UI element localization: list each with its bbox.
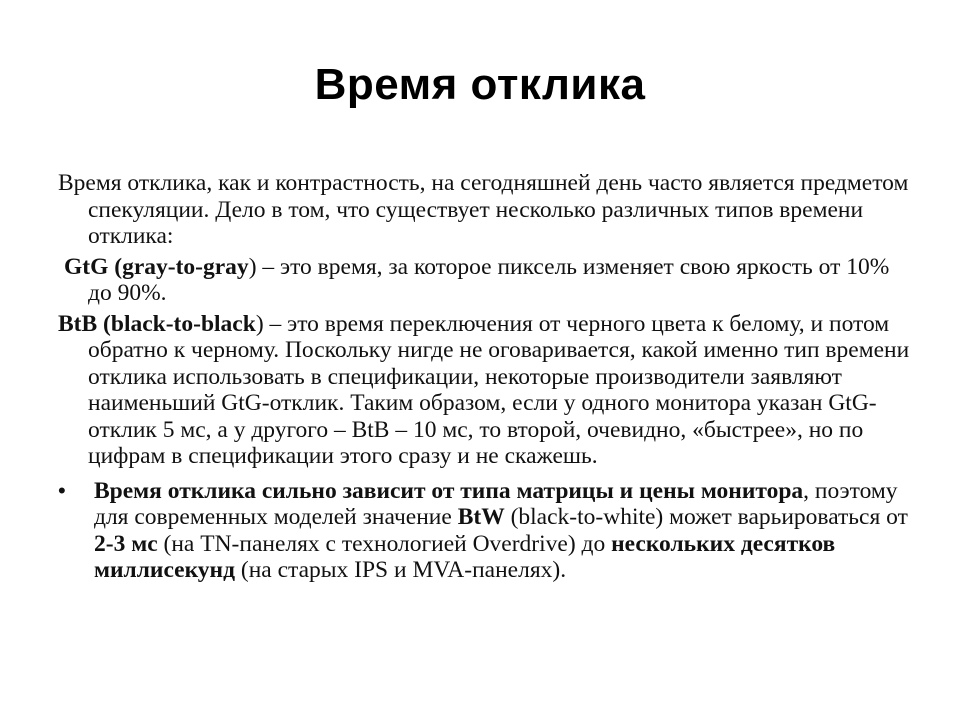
btb-definition: – это время переключения от черного цвета к белому, и потом обратно к черному. Поскольку нигде не оговаривается, какой именно тип времени отклика использовать в спецификации, некоторые производители заявляют наименьший GtG-отклик. Таким образом, если у одного монитора указан GtG-отклик 5 мс, а у другого – BtB – 10 мс, то второй, очевидно, «быстрее», но по цифрам в спецификации этого сразу и не скажешь. [88, 310, 910, 469]
bullet-bold-1: Время отклика сильно зависит от типа матрицы и цены монитора [94, 477, 804, 504]
bullet-item [58, 478, 918, 584]
gtg-paragraph [58, 254, 918, 307]
bullet-text-1: , поэтому для современных моделей значение [94, 477, 898, 530]
slide-body [58, 170, 918, 584]
gtg-definition: – это время, за которое пиксель изменяет свою яркость от 10% до 90%. [88, 253, 890, 306]
intro-text: Время отклика, как и контрастность, на сегодняшней день часто является предметом спекуляции. Дело в том, что существует несколько различных типов времени отклика: [58, 170, 909, 249]
bullet-text [94, 478, 908, 584]
bullet-text-3: (на TN-панелях с технологией Overdrive) до [157, 530, 612, 557]
btb-paragraph [58, 311, 918, 470]
bullet-text-2: (black-to-white) может варьироваться от [504, 504, 908, 530]
gtg-close-paren: ) [248, 253, 257, 280]
btb-term: BtB (black-to-black [58, 310, 256, 337]
intro-paragraph [58, 170, 918, 250]
bullet-bold-2: BtW [457, 504, 505, 530]
bullet-bold-3: 2-3 мс [94, 530, 158, 557]
bullet-bold-4: нескольких десятков миллисекунд [94, 530, 836, 583]
slide-title: Время отклика [314, 60, 646, 109]
bullet-text-4: (на старых IPS и MVA-панелях). [235, 557, 567, 583]
bullet-icon: • [58, 477, 66, 503]
gtg-term: GtG (gray-to-gray [64, 253, 249, 280]
btb-close-paren: ) [255, 310, 264, 337]
